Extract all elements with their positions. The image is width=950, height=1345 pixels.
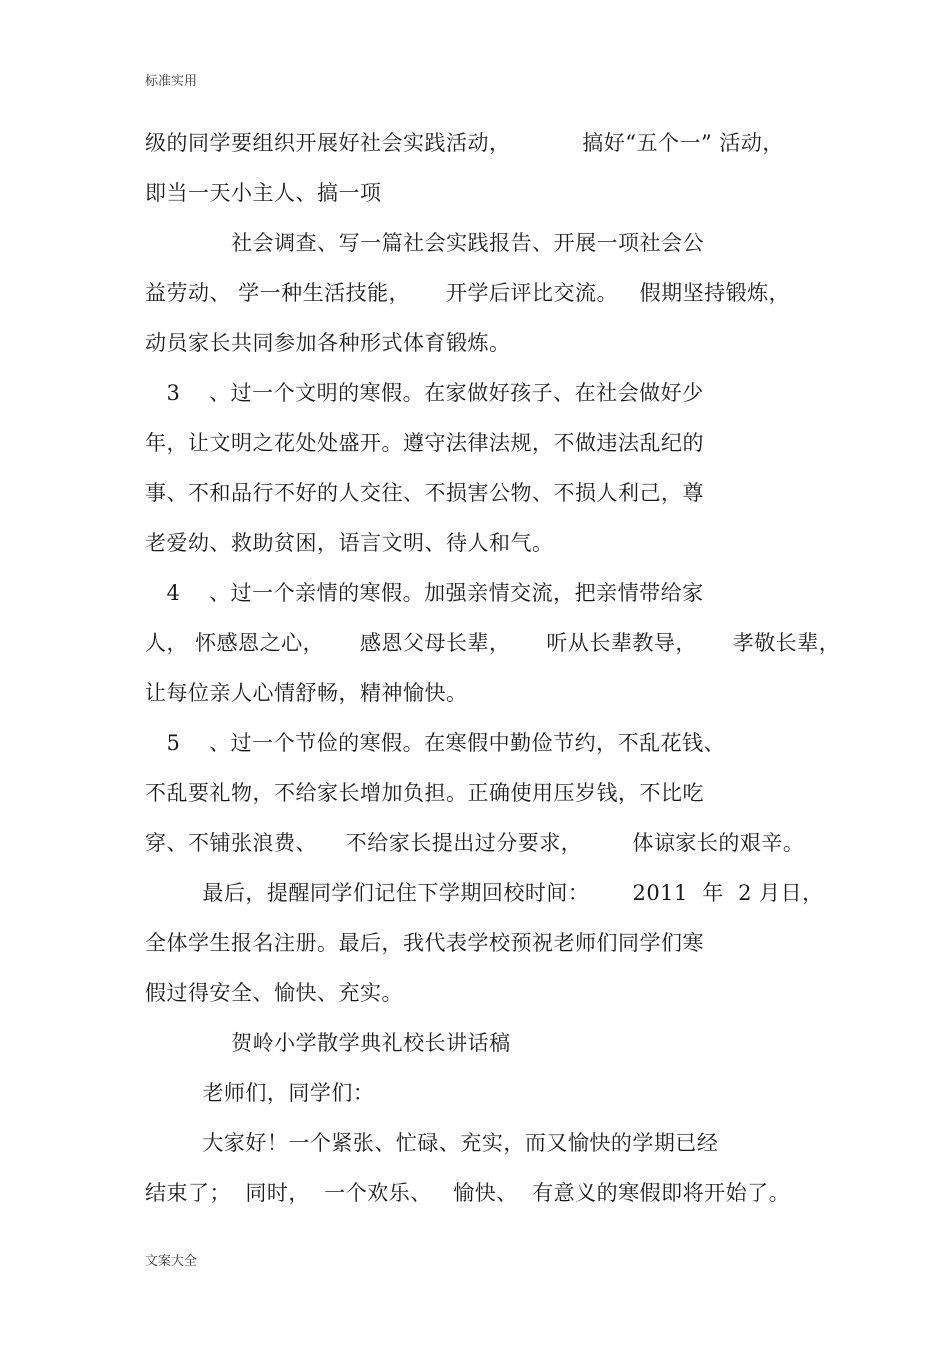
text-line: 事、不和品行不好的人交往、不损害公物、不损人利己，尊: [145, 481, 704, 505]
text-line: 全体学生报名注册。最后，我代表学校预祝老师们同学们寒: [145, 931, 704, 955]
text-line: 社会调查、写一篇社会实践报告、开展一项社会公: [145, 231, 705, 255]
text-line: 结束了； 同时， 一个欢乐、 愉快、 有意义的寒假即将开始了。: [145, 1181, 791, 1205]
text-line: 不乱要礼物，不给家长增加负担。正确使用压岁钱，不比吃: [145, 781, 704, 805]
text-line: 最后，提醒同学们记住下学期回校时间： 2011 年 2 月日，: [145, 881, 824, 905]
text-line: 5 、过一个节俭的寒假。在寒假中勤俭节约，不乱花钱、: [145, 731, 726, 755]
text-line: 年，让文明之花处处盛开。遵守法律法规，不做违法乱纪的: [145, 431, 704, 455]
text-line: 益劳动、 学一种生活技能， 开学后评比交流。 假期坚持锻炼，: [145, 281, 791, 305]
page-header: 标准实用: [145, 74, 198, 89]
page-footer: 文案大全: [145, 1254, 198, 1269]
text-line: 动员家长共同参加各种形式体育锻炼。: [145, 331, 511, 355]
text-line: 3 、过一个文明的寒假。在家做好孩子、在社会做好少: [145, 381, 704, 405]
text-line: 人， 怀感恩之心， 感恩父母长辈， 听从长辈教导， 孝敬长辈，: [145, 631, 841, 655]
text-line: 让每位亲人心情舒畅，精神愉快。: [145, 681, 468, 705]
section-title: 贺岭小学散学典礼校长讲话稿: [145, 1031, 511, 1055]
text-line: 穿、不铺张浪费、 不给家长提出过分要求， 体谅家长的艰辛。: [145, 831, 805, 855]
text-line: 级的同学要组织开展好社会实践活动， 搞好“五个一” 活动，: [145, 131, 784, 155]
text-line: 老爱幼、救助贫困，语言文明、待人和气。: [145, 531, 554, 555]
text-line: 假过得安全、愉快、充实。: [145, 981, 403, 1005]
text-line: 4 、过一个亲情的寒假。加强亲情交流，把亲情带给家: [145, 581, 704, 605]
salutation: 老师们，同学们：: [145, 1081, 375, 1105]
text-line: 大家好！一个紧张、忙碌、充实，而又愉快的学期已经: [145, 1131, 719, 1155]
text-line: 即当一天小主人、搞一项: [145, 181, 382, 205]
